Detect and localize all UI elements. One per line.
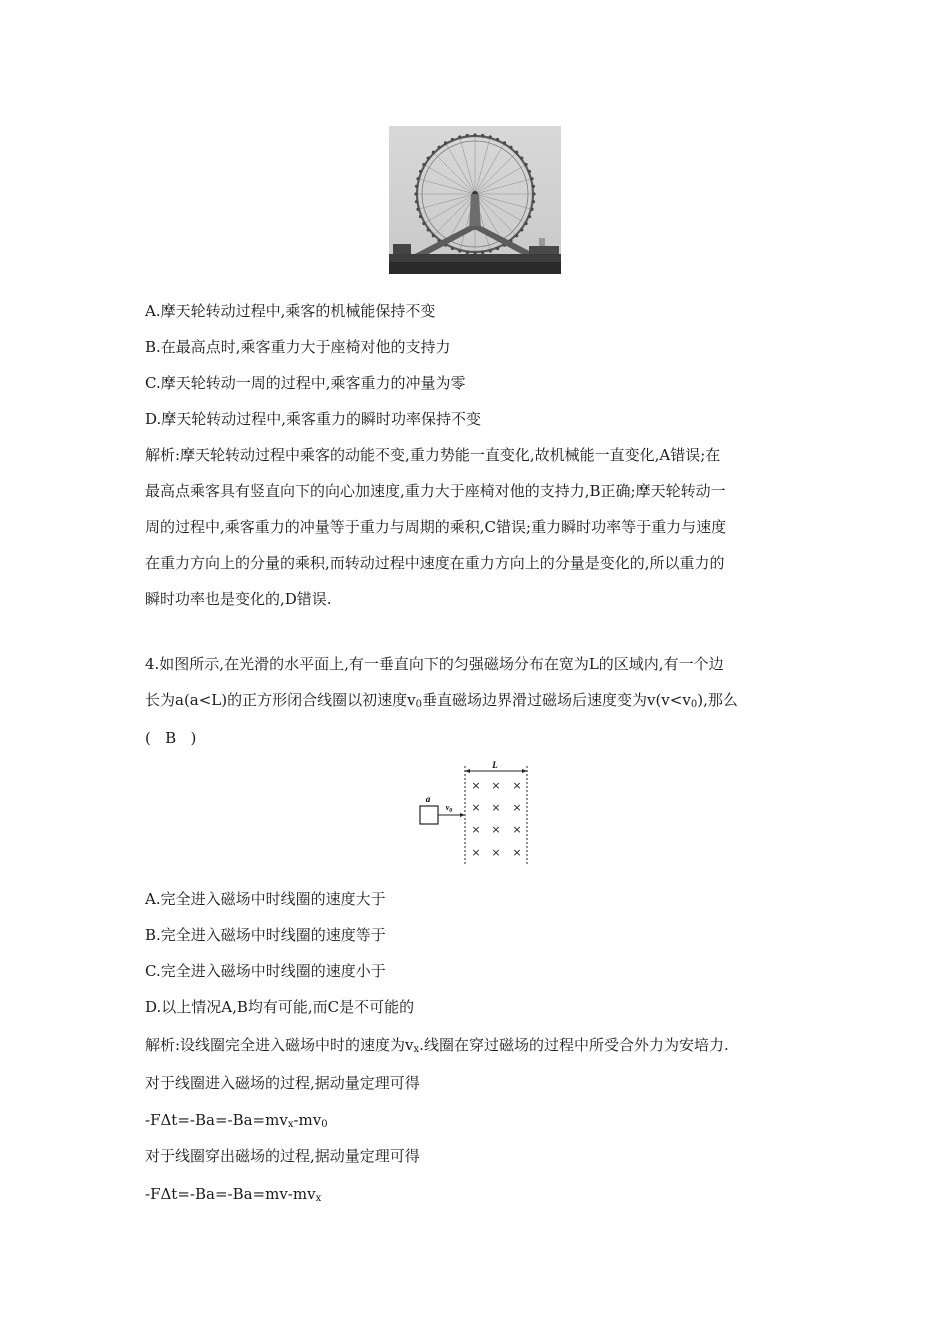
field-cross: × <box>471 823 481 836</box>
q4-answer: ( B ) <box>145 729 197 747</box>
q4-equation-2: $-F\Delta t=-Ba=-Ba=mv-mv_x$ <box>145 1185 322 1204</box>
q3-analysis-line: 瞬时功率也是变化的,D错误. <box>145 590 332 608</box>
field-cross: × <box>491 801 501 814</box>
q3-option-c: C.摩天轮转动一周的过程中,乘客重力的冲量为零 <box>145 374 466 392</box>
q3-analysis-line: 解析:摩天轮转动过程中乘客的动能不变,重力势能一直变化,故机械能一直变化,A错误;在 <box>145 446 721 464</box>
q3-option-a: A.摩天轮转动过程中,乘客的机械能保持不变 <box>145 302 436 320</box>
q4-analysis-line1: 解析:设线圈完全进入磁场中时的速度为$v_x$.线圈在穿过磁场的过程中所受合外力为安培力. <box>145 1036 729 1055</box>
square-coil <box>420 806 438 824</box>
field-cross: × <box>471 779 481 792</box>
field-cross: × <box>471 801 481 814</box>
q3-analysis-line: 在重力方向上的分量的乘积,而转动过程中速度在重力方向上的分量是变化的,所以重力的 <box>145 554 725 572</box>
field-cross: × <box>491 823 501 836</box>
field-cross: × <box>491 779 501 792</box>
q4-equation-1: $-F\Delta t=-Ba=-Ba=mv_x-mv_0$ <box>145 1111 328 1130</box>
field-cross: × <box>512 846 522 859</box>
q4-stem-line2: 长为a(a<L)的正方形闭合线圈以初速度$v_0$垂直磁场边界滑过磁场后速度变为$v(v<v_0)$,那么 <box>145 691 738 710</box>
field-cross: × <box>491 846 501 859</box>
label-v0: $v_0$ <box>445 803 453 814</box>
magnetic-field-diagram <box>415 758 535 866</box>
field-cross: × <box>512 823 522 836</box>
ferris-wheel-photo <box>389 126 561 274</box>
q4-option-b: B.完全进入磁场中时线圈的速度等于 <box>145 926 386 944</box>
label-a: a <box>425 794 431 804</box>
label-L: L <box>492 760 498 770</box>
q3-option-d: D.摩天轮转动过程中,乘客重力的瞬时功率保持不变 <box>145 410 482 428</box>
q4-analysis-line3: 对于线圈穿出磁场的过程,据动量定理可得 <box>145 1147 420 1165</box>
field-cross: × <box>512 801 522 814</box>
field-cross: × <box>471 846 481 859</box>
q3-analysis-line: 最高点乘客具有竖直向下的向心加速度,重力大于座椅对他的支持力,B正确;摩天轮转动一 <box>145 482 726 500</box>
q4-stem-line1: 4.如图所示,在光滑的水平面上,有一垂直向下的匀强磁场分布在宽为L的区域内,有一个边 <box>145 655 724 673</box>
q4-option-d: D.以上情况A,B均有可能,而C是不可能的 <box>145 998 415 1016</box>
q4-analysis-line2: 对于线圈进入磁场的过程,据动量定理可得 <box>145 1074 420 1092</box>
q3-analysis <box>145 437 810 617</box>
q3-option-b: B.在最高点时,乘客重力大于座椅对他的支持力 <box>145 338 451 356</box>
q4-option-a: A.完全进入磁场中时线圈的速度大于 <box>145 890 386 908</box>
q3-analysis-line: 周的过程中,乘客重力的冲量等于重力与周期的乘积,C错误;重力瞬时功率等于重力与速度 <box>145 518 727 536</box>
field-cross: × <box>512 779 522 792</box>
q4-option-c: C.完全进入磁场中时线圈的速度小于 <box>145 962 386 980</box>
